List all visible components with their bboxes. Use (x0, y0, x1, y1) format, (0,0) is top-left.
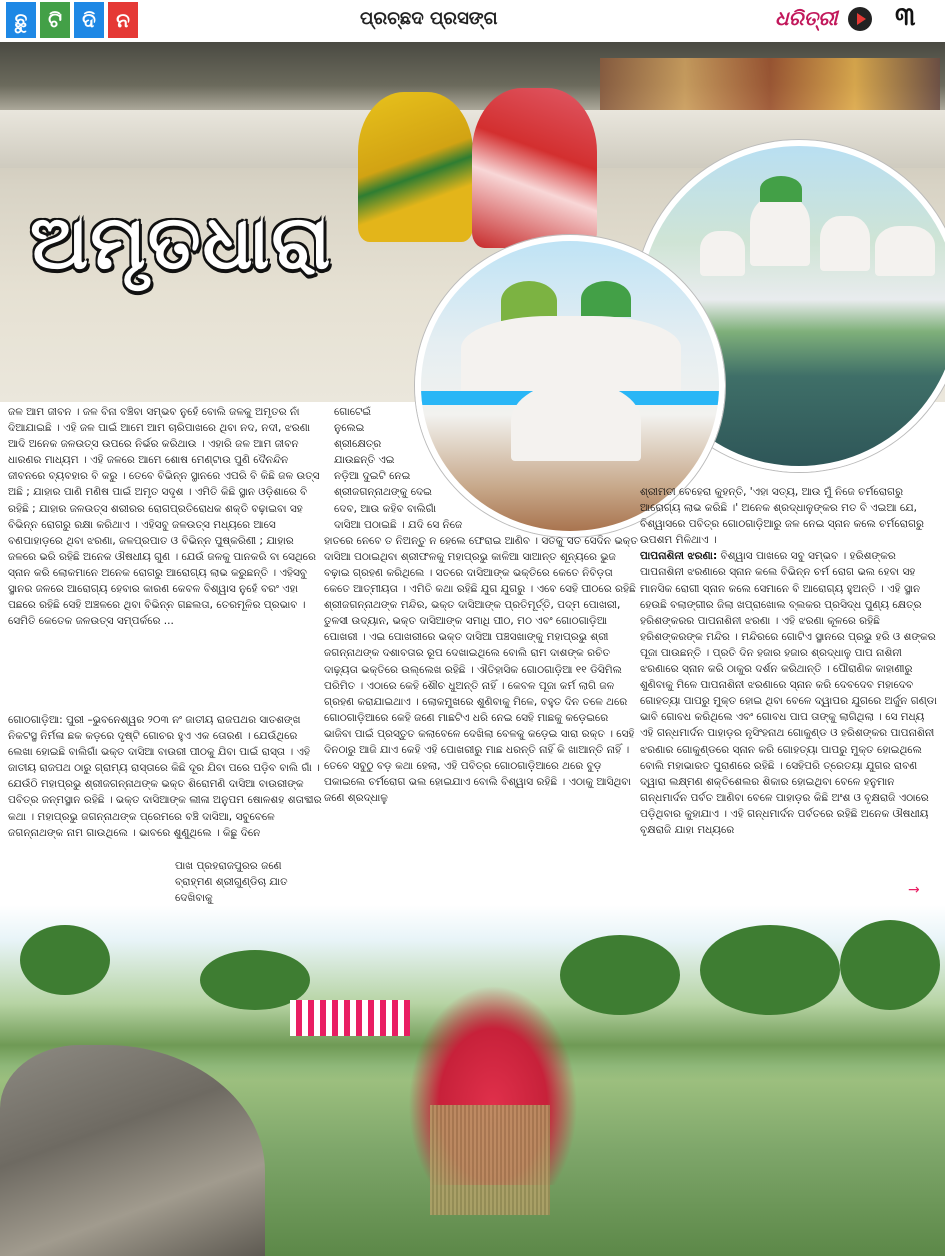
logo-letter (108, 2, 138, 38)
article-title: ଅମୃତଧାରା (30, 200, 333, 286)
short-line: ନୁଲେଇ (334, 422, 365, 435)
tree (700, 925, 840, 1015)
logo-letter-4: ନ (116, 8, 130, 32)
subheading-papanashini: ପାପନାଶିନୀ ଝରଣା: (640, 550, 718, 563)
short-line: ଶ୍ରୀଜଗନ୍ନାଥଙ୍କୁ ଦେଇ (334, 486, 432, 499)
temple-dome (760, 176, 802, 202)
temple-tower (820, 216, 870, 271)
article-column-1b (8, 712, 324, 841)
paragraph-intro: ଜଳ ଆମ ଜୀବନ । ଜଳ ବିନା ବଞ୍ଚିବା ସମ୍ଭବ ନୁହେଁ ବୋଲି ଜଳକୁ ଅମୃତର ନାଁ ଦିଆଯାଇଛି । ଏହି ଜଳ ପାଇଁ ଆମେ ଆମ ଚାରିପାଖରେ ଥିବା ନଦ, ନଦୀ, ଝରଣା ଆଦି ଅନେକ ଜଳଉତ୍ସ ଉପରେ ନିର୍ଭର କରିଥାଉ । ଏହାରି ଜଳ ଆମ ଜୀବନ ଧାରଣର ମାଧ୍ୟମ । ଏହି ଜଳରେ ଆମେ ଶୋଷ ମେଣ୍ଟାଉ ପୁଣି ଦୈନନ୍ଦିନ ଜୀବନରେ ବ୍ୟବହାର ବି କରୁ । ତେବେ ବିଭିନ୍ନ ସ୍ଥାନରେ ଏପରି ବି କିଛି ଜଳ ଉତ୍ସ ଅଛି ; ଯାହାର ପାଣି ମଣିଷ ପାଇଁ ଅମୃତ ସଦୃଶ । ଏମିତି କିଛି ସ୍ଥାନ ଓଡ଼ିଶାରେ ବି ରହିଛି ; ଯାହାର ଜଳଉତ୍ସ ଶରୀରର ରୋଗପ୍ରତିରୋଧକ ଶକ୍ତି ବଢ଼ାଇବା ସହ ବିଭିନ୍ନ ରୋଗରୁ ରକ୍ଷା କରିଥାଏ । ଏହିସବୁ ଜଳଉତ୍ସ ମଧ୍ୟରେ ଆସେ ବଣପାହାଡ଼ରେ ଥିବା ଝରଣା, ଜଳପ୍ରପାତ ଓ ବିଭିନ୍ନ ପୁଷ୍କରିଣୀ ; ଯାହାର ଜଳରେ ଭରି ରହିଛି ଅନେକ ଔଷଧୀୟ ଗୁଣ । ଯେଉଁ ଜଳକୁ ପାନକରି ବା ସେଥିରେ ସ୍ନାନ କରି ଲୋକମାନେ ଅନେକ ରୋଗରୁ ଆରୋଗ୍ୟ ଲାଭ କରୁଛନ୍ତି । ଏହିସବୁ ସ୍ଥାନର ଜଳରେ ଆରୋଗ୍ୟ ହେବାର କାରଣ କେବଳ ବିଶ୍ୱାସ ନୁହେଁ ବରଂ ଏହା ପଛରେ ରହିଛି ସେହି ଅଞ୍ଚଳରେ ଥିବା ବିଭିନ୍ନ ଗଛଲତା, ତେରମୂଳିର ପ୍ରଭାବ । ସେମିତି କେତେକ ଜଳଉତ୍ସ ସମ୍ପର୍କରେ ... (8, 406, 320, 628)
article-column-2 (324, 404, 638, 806)
logo-letter (74, 2, 104, 38)
crowd-image (600, 58, 940, 114)
page-number: ୩ (895, 2, 916, 32)
temple-tower (700, 231, 745, 276)
temple-tower (875, 226, 935, 276)
woman-bathing-1 (358, 92, 473, 242)
logo-letter-1: ଛୁ (14, 8, 28, 32)
play-icon (848, 7, 872, 31)
brand-logo: ଧରିତ୍ରୀ (775, 6, 838, 30)
temple-dome (501, 281, 557, 321)
tree (840, 920, 940, 1010)
short-line: ଦେବ, ଆଉ କହିବ ବାଲିଗାଁ (334, 502, 437, 515)
continue-arrow-icon: → (908, 882, 920, 898)
palm-tree (20, 925, 110, 995)
short-line: ନଡ଼ିଆ ଦୁଇଟି ନେଇ (334, 470, 411, 483)
short-line: ଶ୍ରୀକ୍ଷେତ୍ର (334, 438, 382, 451)
article-column-1 (8, 404, 324, 629)
tail-line: ପାଖ ପ୍ରହରାଜପୁରର ଜଣେ (175, 860, 282, 872)
paragraph-testimony: ଶ୍ରୀମତୀ ବେହେରା କୁହନ୍ତି, 'ଏହା ସତ୍ୟ, ଆଉ ମୁଁ ନିଜେ ଚର୍ମରୋଗରୁ ଆରୋଗ୍ୟ ଲାଭ କରିଛି ।' ଅନେକ ଶ୍ରଦ୍ଧାଳୁଙ୍କର ମତ ବି ଏଇଆ ଯେ, ବିଶ୍ୱାସରେ ପବିତ୍ର ଗୋଠଗାଡ଼ିଆରୁ ଜଳ ନେଇ ସ୍ନାନ କଲେ ଚର୍ମରୋଗରୁ ଉପଶମ ମିଳିଥାଏ । (640, 486, 924, 547)
article-column-3 (640, 484, 938, 838)
lake-photo (0, 905, 945, 1256)
logo-letter-3: ଦି (82, 8, 96, 32)
paragraph-papanashini: ବିଶ୍ୱାସ ପାଖରେ ସବୁ ସମ୍ଭବ । ହରିଶଙ୍କର ପାପନାଶିନୀ ଝରଣାରେ ସ୍ନାନ କଲେ ବିଭିନ୍ନ ଚର୍ମ ରୋଗ ଭଲ ହେବା ସହ ମାନସିକ ରୋଗୀ ସ୍ନାନ କଲେ ସେମାନେ ବି ଆରୋଗ୍ୟ ହୁଅନ୍ତି । ଏହି ସ୍ଥାନ ହେଉଛି ବଲାଙ୍ଗୀର ଜିଲା ଖପ୍ରାଖୋଲ ବ୍ଲକର ପ୍ରସିଦ୍ଧ ପୁଣ୍ୟ କ୍ଷେତ୍ର ହରିଶଙ୍କରର ପାପନାଶିନୀ ଝରଣା । ଏହି ଝରଣା କୂଳରେ ରହିଛି ହରିଶଙ୍କରଙ୍କ ମନ୍ଦିର । ମନ୍ଦିରରେ ଗୋଟିଏ ସ୍ଥାନରେ ପ୍ରଭୁ ହରି ଓ ଶଙ୍କର ପୂଜା ପାଉଛନ୍ତି । ପ୍ରତି ଦିନ ହଜାର ହଜାର ଶ୍ରଦ୍ଧାଳୁ ପାପ ନାଶିନୀ ଝରଣାରେ ସ୍ନାନ କରି ଠାକୁର ଦର୍ଶନ କରିଥାନ୍ତି । ପୌରାଣିକ କାହାଣୀରୁ ଶୁଣିବାକୁ ମିଳେ ପାପନାଶିନୀ ଝରଣାରେ ସ୍ନାନ କରି ଦେବଦେବ ମହାଦେବ ଗୋହତ୍ୟା ପାପରୁ ମୁକ୍ତ ହୋଇ ଥିବା ବେଳେ ଦ୍ୱାପର ଯୁଗରେ ଅର୍ଜୁନ ଗଣ୍ଡା ଭାବି ଗୋବଧ କରିଥିଲେ ଏବଂ ଗୋବଧ ପାପ ତାଙ୍କୁ ଲାଗିଥିଲା । ସେ ମଧ୍ୟ ଏହି ଗନ୍ଧମାର୍ଦନ ପାହାଡ଼ର ନୃସିଂହନାଥ ଗୋକୁଣ୍ଡ ଓ ହରିଶଙ୍କର ପାପନାଶିନୀ ଝରଣାର ଗୋକୁଣ୍ଡରେ ସ୍ନାନ କରି ଗୋହତ୍ୟା ପାପରୁ ମୁକ୍ତ ହୋଇଥିଲେ ବୋଲି ମହାଭାରତ ପୁରାଣରେ ରହିଛି । ସେହିପରି ତ୍ରେତୟା ଯୁଗର ରାବଣ ଦ୍ୱାରା ଲକ୍ଷ୍ମଣ ଶକ୍ତିଶେଲର ଶିକାର ହୋଇଥିବା ବେଳେ ହନୁମାନ ଗନ୍ଧମାର୍ଦନ ପର୍ବତ ଆଣିବା ବେଳେ ପାହାଡ଼ର କିଛି ଅଂଶ ଓ ବୃକ୍ଷରାଜି ଏଠାରେ ପଡ଼ିଥିବାର କୁହାଯାଏ । ଏହି ଗନ୍ଧମାର୍ଦନ ପର୍ବତରେ ରହିଛି ଅନେକ ଔଷଧୀୟ ବୃକ୍ଷରାଜି ଯାହା ମଧ୍ୟରେ (640, 550, 937, 836)
carved-stone-ruins (0, 1045, 265, 1256)
pink-white-fence (290, 1000, 410, 1036)
reed-stems (430, 1105, 550, 1215)
logo-letter (40, 2, 70, 38)
page-header (0, 0, 945, 42)
tail-line: ବ୍ରାହ୍ମଣ ଶ୍ରୀଗୁଣ୍ଡିଚା ଯାତ ଦେଖିବାକୁ (175, 876, 288, 905)
temple-tower (750, 196, 810, 266)
short-line: ଯାଉଛନ୍ତି ଏଇ (334, 454, 395, 467)
paragraph-gothagadia: ଗୋଠଗାଡ଼ିଆ: ପୁରୀ –ଭୁବନେଶ୍ୱର ୨୦୩ ନଂ ଜାତୀୟ ରାଜପଥର ସାତଶଙ୍ଖ ନିକଟସ୍ଥ ନିର୍ମଳା ଛକ କଡ଼ରେ ଦୃଷ୍ଟି ଗୋଚର ହୁଏ ଏକ ତୋରଣ । ଯେଉଁଥିରେ ଲେଖା ହୋଇଛି ବାଲିଗାଁ ଭକ୍ତ ଦାସିଆ ବାଉରୀ ପୀଠକୁ ଯିବା ପାଇଁ ରାସ୍ତା । ଏହି ଜାତୀୟ ରାଜପଥ ଠାରୁ ଗ୍ରାମ୍ୟ ରାସ୍ତାରେ କିଛି ଦୂର ଯିବା ପରେ ପଡ଼ିବ ବାଲି ଗାଁ । ଯେଉଁଠି ମହାପ୍ରଭୁ ଶ୍ରୀଜଗନ୍ନାଥଙ୍କ ଭକ୍ତ ଶିରୋମଣି ଦାସିଆ ବାଉରୀଙ୍କ ପବିତ୍ର ଜନ୍ମସ୍ଥାନ ରହିଛି । ଭକ୍ତ ଦାସିଆଙ୍କ ଲୀଳା ଅନୁପମ ଷୋଳଶହ ଶତାବ୍ଦୀର କଥା । ମହାପ୍ରଭୁ ଜଗନ୍ନାଥଙ୍କ ପ୍ରେମରେ ବଞ୍ଚି ଦାସିଆ, ସବୁବେଳେ ଜଗନ୍ନାଥଙ୍କ ନାମ ଗାଉଥିଲେ । ଭାବରେ ଶୁଣୁଥିଲେ । କିଛୁ ଦିନେ (8, 714, 322, 839)
short-line: ଗୋଟେଇଁ (334, 406, 371, 418)
logo-letter-2: ଟି (48, 8, 62, 32)
logo-letter (6, 2, 36, 38)
tree (560, 935, 680, 1015)
woman-bathing-2 (472, 88, 597, 248)
section-title: ପ୍ରଚ୍ଛଦ ପ୍ରସଙ୍ଗ (360, 8, 498, 29)
paragraph-dasia: ହାତରେ ନେବେ ତ ନିଅନ୍ତୁ ନ ହେଲେ ଫେରାଇ ଆଣିବ । ସତକୁ ସତ ସେଦିନ ଭକ୍ତ ଦାସିଆ ପଠାଇଥିବା ଶ୍ରୀଫଳକୁ ମହାପ୍ରଭୁ କାଳିଆ ସାଆନ୍ତ ଶୂନ୍ୟରେ ଭୁଜ ବଢ଼ାଇ ଗ୍ରହଣ କରିଥିଲେ । ସତରେ ଦାସିଆଙ୍କ ଭକ୍ତିରେ କେତେ ନିବିଡ଼ତା କେତେ ଆତ୍ମୀୟତା । ଏମିତି କଥା ରହିଛି ଯୁଗ ଯୁଗରୁ । ଏବେ ସେହି ପୀଠରେ ରହିଛି ଶ୍ରୀଜଗନ୍ନାଥଙ୍କ ମନ୍ଦିର, ଭକ୍ତ ଦାସିଆଙ୍କ ପ୍ରତିମୂର୍ତ୍ତି, ପଦ୍ମ ପୋଖରୀ, ତୁଳସୀ ଉଦ୍ୟାନ, ଭକ୍ତ ଦାସିଆଙ୍କ ସମାଧି ପୀଠ, ମଠ ଏବଂ ଗୋଠଗାଡ଼ିଆ ପୋଖରୀ । ଏଇ ପୋଖରୀରେ ଭକ୍ତ ଦାସିଆ ପଞ୍ଚସଖାଙ୍କୁ ମହାପ୍ରଭୁ ଶ୍ରୀ ଜଗନ୍ନାଥଙ୍କ ଦଶାବତାର ରୂପ ଦେଖାଇଥିଲେ ବୋଲି ରାମ ଦାଶଙ୍କ ରଚିତ ଦାଢ଼୍ୟତା ଭକ୍ତିରେ ଉଲ୍ଲେଖ ରହିଛି । ଐତିହାସିକ ଗୋଠଗାଡ଼ିଆ ୧୧ ଡିସିମିଲ ପରିମିତ । ଏଠାରେ କେହି ଶୌଚ ଧୁଅନ୍ତି ନାହିଁ । କେବଳ ପୂଜା କର୍ମ ଲାଗି ଜଳ ଗ୍ରହଣ କରାଯାଇଥାଏ । ଲୋକମୁଖରେ ଶୁଣିବାକୁ ମିଳେ, ବହୁତ ଦିନ ତଳେ ଥରେ ଗୋଠଗାଡ଼ିଆରେ କେହି ଜଣେ ମାଛଟିଏ ଧରି ନେଇ ସେହି ମାଛକୁ କଡ଼େଇରେ ଭାଜିବା ପାଇଁ ପ୍ରସ୍ତୁତ କଲାବେଳେ ଦେଖିଲା ବେଳକୁ କଡ଼େଇ ସାରା ରକ୍ତ । ସେହି ଦିନଠାରୁ ଆଜି ଯାଏ କେହି ଏହି ପୋଖରୀରୁ ମାଛ ଧରନ୍ତି ନାହିଁ କି ଖାଆନ୍ତି ନାହିଁ । ତେବେ ସବୁଠୁ ବଡ଼ କଥା ହେଲା, ଏହି ପବିତ୍ର ଗୋଠଗାଡ଼ିଆରେ ଥରେ ବୁଡ଼ ପକାଇଲେ ଚର୍ମରୋଗ ଭଲ ହୋଇଯାଏ ବୋଲି ବିଶ୍ୱାସ ରହିଛି । ଏଠାକୁ ଆସିଥିବା ଜଣେ ଶ୍ରଦ୍ଧାଳୁ (324, 534, 638, 805)
temple-dome (581, 281, 631, 317)
short-line: ଦାସିଆ ପଠାଇଛି । ଯଦି ସେ ନିଜେ (334, 518, 463, 531)
